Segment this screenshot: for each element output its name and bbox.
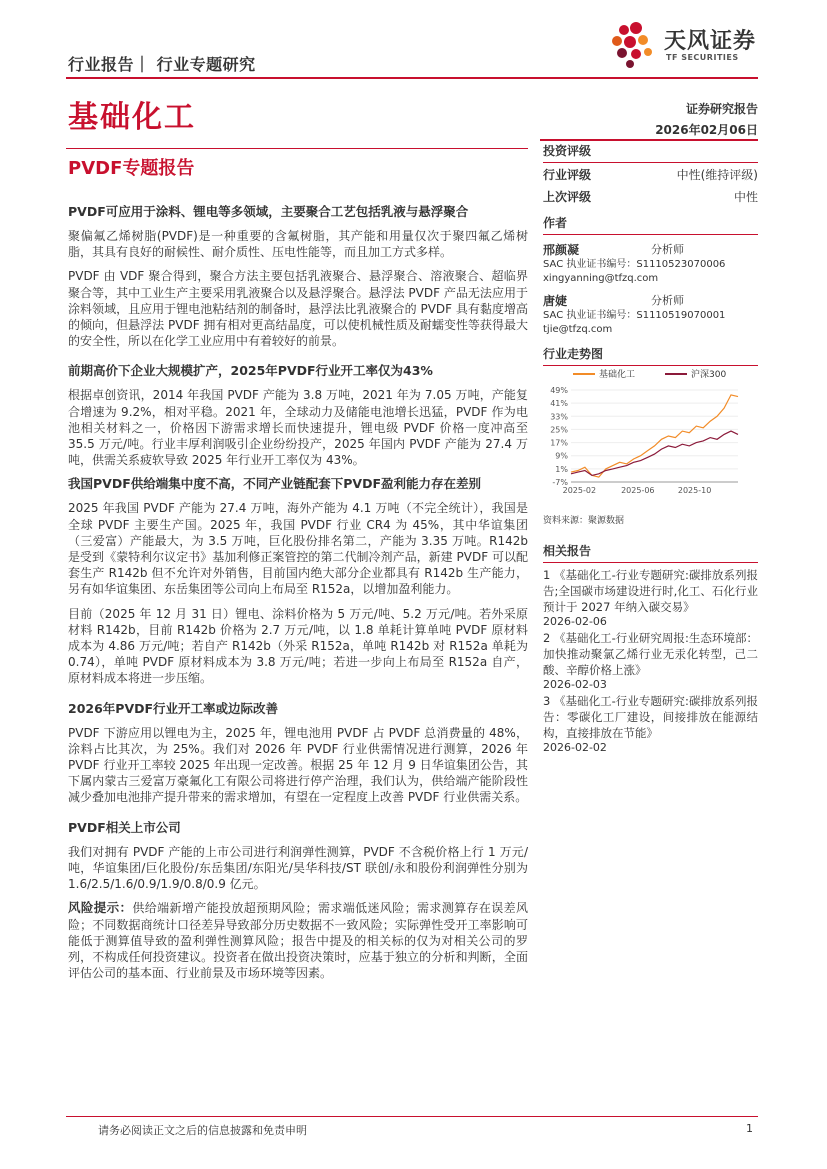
logo-petals-icon: [608, 20, 664, 70]
y-tick-label: 17%: [550, 438, 568, 448]
x-tick-label: 2025-06: [621, 486, 655, 495]
related-report-link[interactable]: 2 《基础化工-行业研究周报:生态环境部：加快推动聚氯乙烯行业无汞化转型，己二酸、辛醇价格上涨》: [543, 631, 758, 677]
trend-box: [543, 345, 758, 366]
related-report-date: 2026-02-03: [543, 678, 607, 691]
section-heading-2: 前期高价下企业大规模扩产，2025年PVDF行业开工率仅为43%: [68, 363, 433, 379]
doc-type: 证券研究报告: [685, 102, 758, 116]
rating-label: 行业评级: [543, 168, 592, 182]
related-report-link[interactable]: 3 《基础化工-行业专题研究:碳排放系列报告：零碳化工厂建设，间接排放在能源结构，直接排放在节能》: [543, 694, 758, 740]
rating-box: [543, 142, 758, 205]
doc-date: 2026年02月06日: [655, 123, 758, 137]
section-heading-5: PVDF相关上市公司: [68, 819, 181, 835]
paragraph: 聚偏氟乙烯树脂(PVDF)是一种重要的含氟树脂，其产能和用量仅次于聚四氟乙烯树脂，其具有良好的耐候性、耐介质性、压电性能等，而且加工方式多样。: [68, 229, 528, 260]
rating-row: [543, 188, 758, 205]
related-report-date: 2026-02-02: [543, 741, 607, 754]
risk-label: 风险提示：: [68, 900, 133, 916]
rating-value: 中性: [733, 190, 758, 204]
rating-value: 中性(维持评级): [676, 168, 758, 182]
company-logo: [608, 20, 768, 70]
divider: [543, 162, 758, 163]
footer-disclaimer: 请务必阅读正文之后的信息披露和免责申明: [98, 1124, 307, 1137]
x-tick-label: 2025-10: [677, 486, 712, 495]
report-type: 行业报告｜ 行业专题研究: [68, 55, 256, 74]
author-cert: SAC 执业证书编号：S1110519070001: [543, 310, 726, 321]
y-tick-label: 33%: [550, 412, 568, 422]
title-divider: [66, 148, 528, 149]
author-role: 分析师: [651, 294, 684, 307]
series-line-基础化工: [571, 395, 738, 477]
paragraph: PVDF 下游应用以锂电为主，2025 年，锂电池用 PVDF 占 PVDF 总消费量的 48%，涂料占比其次，为 25%。我们对 2026 年 PVDF 行业供需情况进行测算，2026 年 PVDF 行业开工率较 2025 年出现一定改善。根据 25 年 12 月 9 日华谊集团公告，其下属内蒙古三爱富万豪氟化工有限公司将进行停产治理，我们认为，供给端产能阶段性减少叠加电池排产提升带来的需求增加，有望在一定程度上改善 PVDF 行业供需关系。: [68, 725, 528, 805]
y-tick-label: 9%: [555, 451, 568, 461]
footer-divider: [66, 1116, 758, 1117]
paragraph: 2025 年我国 PVDF 产能为 27.4 万吨，海外产能为 4.1 万吨（不完全统计），我国是全球 PVDF 主要生产国。2025 年，我国 PVDF 行业 CR4 为 45%，其中华谊集团（三爱富）产能最大，为 3.5 万吨，巨化股份排名第二，产能为 3.35 万吨。R142b 是受到《蒙特利尔议定书》基加利修正案管控的第二代制冷剂产品，新建 PVDF 可以配套生产 R142b 但不允许对外销售，目前国内绝大部分企业都具有 R142b 生产能力，另有如华谊集团、东岳集团等公司向上布局至 R152a，以增加盈利能力。: [68, 501, 528, 597]
y-tick-label: 41%: [550, 399, 568, 409]
related-heading: 相关报告: [543, 544, 592, 558]
y-tick-label: 1%: [555, 464, 568, 474]
related-report-date: 2026-02-06: [543, 615, 607, 628]
author-name: 唐婕: [543, 294, 568, 308]
logo-text-en: TF SECURITIES: [666, 53, 739, 62]
page-title: 基础化工: [68, 100, 196, 135]
rating-heading: 投资评级: [543, 144, 592, 158]
y-tick-label: 25%: [550, 425, 568, 435]
page-number: 1: [746, 1122, 753, 1135]
header-divider: [66, 77, 758, 79]
author-email[interactable]: tjie@tfzq.com: [543, 324, 613, 335]
rating-label: 上次评级: [543, 190, 592, 204]
legend-label: 沪深300: [691, 370, 727, 380]
risk-warning: [68, 900, 528, 981]
main-column: [68, 202, 528, 981]
trend-heading: 行业走势图: [543, 347, 604, 361]
author-role: 分析师: [651, 243, 684, 256]
y-tick-label: 49%: [550, 386, 568, 395]
paragraph: PVDF 由 VDF 聚合得到，聚合方法主要包括乳液聚合、悬浮聚合、溶液聚合、超临界聚合等，其中工业生产主要采用乳液聚合以及悬浮聚合。悬浮法 PVDF 产品无法应用于涂料领域，且应用于锂电池粘结剂的制备时，悬浮法比乳液聚合的 PVDF 具有黏度增高的倾向，但悬浮法 PVDF 拥有相对更高结晶度，可以使机械性质及耐蠕变性等获得最大的安全性，所以在化学工业应用中有着较好的前景。: [68, 269, 528, 349]
related-reports: [543, 542, 758, 754]
section-heading-3: 我国PVDF供给端集中度不高，不同产业链配套下PVDF盈利能力存在差别: [68, 476, 482, 492]
author-email[interactable]: xingyanning@tfzq.com: [543, 273, 659, 284]
paragraph: 根据卓创资讯，2014 年我国 PVDF 产能为 3.8 万吨，2021 年为 7.05 万吨，产能复合增速为 9.2%，相对平稳。2021 年，全球动力及储能电池增长迅猛，PVDF 作为电池相关材料之一，价格因下游需求增长而快速提升，锂电级 PVDF 价格一度冲高至 35.5 万元/吨。行业丰厚利润吸引企业纷纷投产，2025 年国内 PVDF 产能为 27.4 万吨，供需关系疲软导致 2025 年行业开工率仅为 43%。: [68, 388, 528, 468]
authors-heading: 作者: [543, 216, 568, 230]
trend-chart: [543, 364, 758, 504]
logo-text-cn: 天风证券: [664, 29, 757, 54]
author-cert: SAC 执业证书编号：S1110523070006: [543, 259, 726, 270]
paragraph: 目前（2025 年 12 月 31 日）锂电、涂料价格为 5 万元/吨、5.2 万元/吨。若外采原材料 R142b，目前 R142b 价格为 2.7 万元/吨，以 1.8 单耗计算单吨 PVDF 原材料成本为 4.86 万元/吨；若自产 R142b（外采 R152a，单吨 R142b 对 R152a 单耗为 0.74），单吨 PVDF 原材料成本为 3.8 万元/吨；若进一步向上布局至 R152a 自产，原材料成本将进一步压缩。: [68, 606, 528, 686]
related-report-link[interactable]: 1 《基础化工-行业专题研究:碳排放系列报告;全国碳市场建设进行时,化工、石化行业预计于 2027 年纳入碳交易》: [543, 568, 758, 614]
report-subtitle: PVDF专题报告: [68, 158, 195, 179]
author-row: [543, 241, 758, 258]
section-heading-1: PVDF可应用于涂料、锂电等多领域，主要聚合工艺包括乳液与悬浮聚合: [68, 204, 469, 219]
section-heading-4: 2026年PVDF行业开工率或边际改善: [68, 700, 279, 716]
legend-label: 基础化工: [599, 370, 636, 380]
authors-box: [543, 214, 758, 337]
paragraph: 我们对拥有 PVDF 产能的上市公司进行利润弹性测算，PVDF 不含税价格上行 1 万元/吨，华谊集团/巨化股份/东岳集团/东阳光/昊华科技/ST 联创/永和股份利润弹性分别为 1.6/2.5/1.6/0.9/1.9/0.8/0.9 亿元。: [68, 844, 528, 892]
divider: [543, 562, 758, 563]
risk-text: 供给端新增产能投放超预期风险；需求端低迷风险；需求测算存在误差风险；不同数据商统计口径差异导致部分历史数据不一致风险；实际弹性受开工率影响可能低于测算值导致的盈利弹性测算风险；报告中提及的相关标的仅为对相关公司的罗列，不构成任何投资建议。投资者在做出投资决策时，应基于独立的分析和判断，全面评估公司的基本面、行业前景及市场环境等因素。: [68, 901, 528, 981]
y-tick-label: -7%: [552, 478, 568, 487]
rating-row: [543, 166, 758, 183]
author-name: 邢颜凝: [543, 243, 580, 257]
x-tick-label: 2025-02: [562, 486, 597, 495]
chart-source: 资料来源：聚源数据: [543, 516, 625, 526]
sidebar-top-divider: [540, 139, 758, 141]
author-row: [543, 292, 758, 309]
divider: [543, 234, 758, 235]
